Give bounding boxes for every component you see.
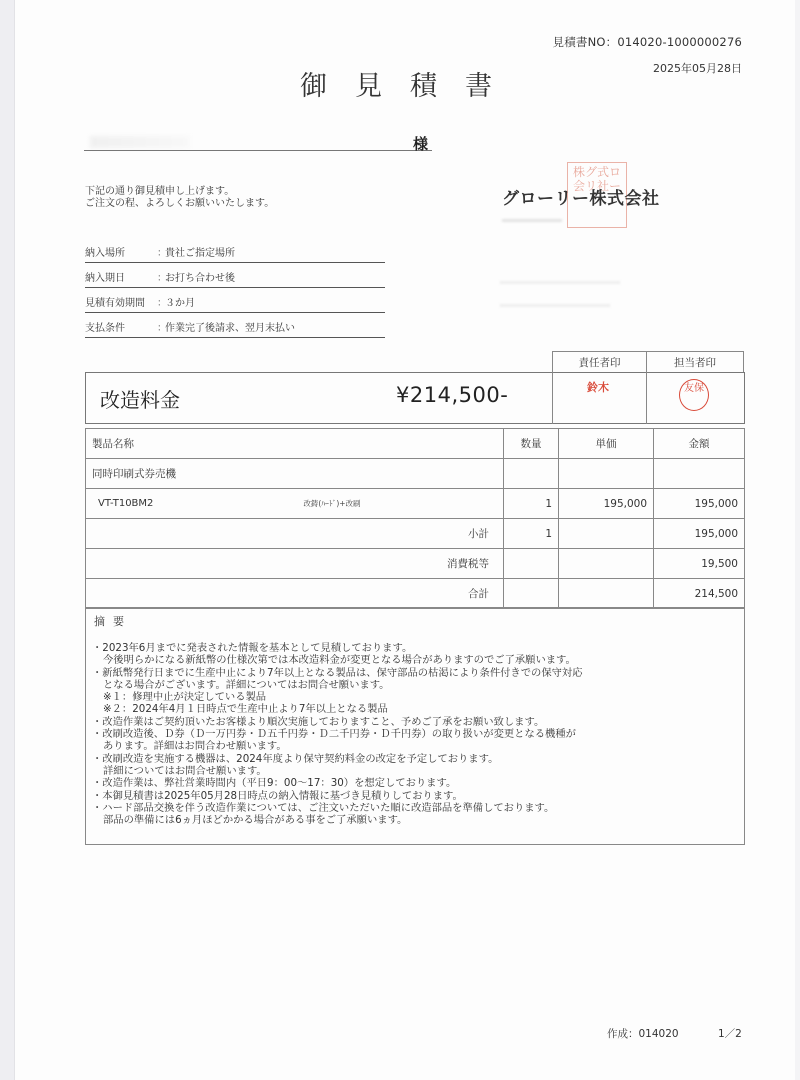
divider [552,372,553,424]
total-label: 合計 [86,579,504,609]
amount-label: 改造料金 [100,388,180,412]
company-name: グローリー株式会社 [502,189,660,209]
note-line: 部品の準備には6ヵ月ほどかかる場合がある事をご了承願います。 [103,814,408,827]
header-unit-price: 単価 [559,429,654,459]
header-product-name: 製品名称 [86,429,504,459]
intro-text [85,186,274,210]
company-contact-redacted [500,304,610,307]
amount-value: ¥214,500- [396,383,509,407]
note-line: ・新紙幣発行日までに生産中止により7年以上となる製品は、保守部品の枯渇により条件付きでの保守対応 [92,666,583,679]
total-amount: 214,500 [654,579,745,609]
condition-value: ３か月 [165,297,195,309]
note-line: あります。詳細はお問合わせ願います。 [103,740,287,753]
tax-label: 消費税等 [86,549,504,579]
note-line: ・改造作業は、弊社営業時間内（平日9：00～17：30）を想定しております。 [92,777,457,790]
condition-row: 納入期日 ： お打ち合わせ後 [85,265,385,288]
condition-label: 見積有効期間 [85,297,145,309]
condition-label: 支払条件 [85,322,125,334]
tax-row [86,549,745,579]
quote-number: 見積書NO：014020-1000000276 [552,35,742,49]
item-amount: 195,000 [654,489,745,519]
condition-value: 貴社ご指定場所 [165,247,235,259]
note-line: ※２：2024年4月１日時点で生産中止より7年以上となる製品 [103,703,388,716]
responsible-seal-icon: 鈴木 [587,381,609,394]
note-line: ※１：修理中止が決定している製品 [103,691,267,704]
responsible-stamp-label: 責任者印 [552,351,647,373]
condition-row: 支払条件 ： 作業完了後請求、翌月末払い [85,315,385,338]
condition-row: 見積有効期間 ： ３か月 [85,290,385,313]
document-title: 御見積書 [300,71,520,102]
divider [646,372,647,424]
quote-conditions [85,240,385,340]
intro-line-2: ご注文の程、よろしくお願いいたします。 [85,198,275,209]
company-contact-redacted [500,281,620,284]
note-line: 今後明らかになる新紙幣の仕様次第では本改造料金が変更となる場合がありますのでご了承願います。 [103,654,576,667]
note-line: ・2023年6月までに発表された情報を基本として見積しております。 [92,642,413,654]
note-line: ・改刷改造後、Ｄ券（Ｄ一万円券・Ｄ五千円券・Ｄ二千円券・Ｄ千円券）の取り扱いが変更となる機種が [92,728,576,741]
table-row [86,459,745,489]
intro-line-1: 下記の通り御見積申し上げます。 [85,186,235,197]
product-spec: 改鋳(ﾊｰﾄﾞ)+改刷 [303,499,361,508]
note-line: ・本御見積書は2025年05月28日時点の納入情報に基づき見積りしております。 [92,789,463,802]
header-amount: 金額 [654,429,745,459]
note-line: ・改刷改造を実施する機器は、2024年度より保守契約料金の改定を予定しております。 [92,752,499,765]
page-number: 1／2 [718,1028,742,1040]
staff-stamp-label: 担当者印 [646,351,744,373]
note-line: ・ハード部品交換を伴う改造作業については、ご注文いただいた順に改造部品を準備しております。 [92,801,555,814]
header-quantity: 数量 [504,429,559,459]
company-address-redacted [502,219,562,222]
customer-underline [84,150,432,151]
customer-honorific: 様 [413,135,429,153]
condition-row: 納入場所 ： 貴社ご指定場所 [85,240,385,263]
author-code: 作成：014020 [607,1028,679,1040]
condition-value: お打ち合わせ後 [165,272,235,284]
note-line: 詳細についてはお問合せ願います。 [103,764,267,777]
condition-value: 作業完了後請求、翌月末払い [165,322,295,334]
tax-amount: 19,500 [654,549,745,579]
subtotal-amount: 195,000 [654,519,745,549]
quote-date: 2025年05月28日 [653,62,742,75]
notes-body [92,642,737,826]
subtotal-quantity: 1 [504,519,559,549]
condition-label: 納入期日 [85,272,125,284]
table-header-row [86,429,745,459]
line-items-table [85,428,745,609]
viewer-right-edge [795,0,800,1080]
item-unit-price: 195,000 [559,489,654,519]
notes-title: 摘要 [94,615,132,628]
item-quantity: 1 [504,489,559,519]
table-row [86,489,745,519]
note-line: ・改造作業はご契約頂いたお客様より順次実施しておりますこと、予めご了承をお願い致します。 [92,715,545,728]
product-model: VT-T10BM2 [98,498,154,509]
subtotal-label: 小計 [86,519,504,549]
note-line: となる場合がございます。詳細についてはお問合せ願います。 [103,678,390,691]
condition-label: 納入場所 [85,247,125,259]
subtotal-row [86,519,745,549]
viewer-left-edge [0,0,15,1080]
product-category: 同時印刷式券売機 [86,459,504,489]
staff-seal-icon: 友保 [679,379,709,411]
company-seal-icon: 株グ式ロ会リ社ー [567,162,627,228]
total-row [86,579,745,609]
customer-name-redacted [90,136,190,148]
